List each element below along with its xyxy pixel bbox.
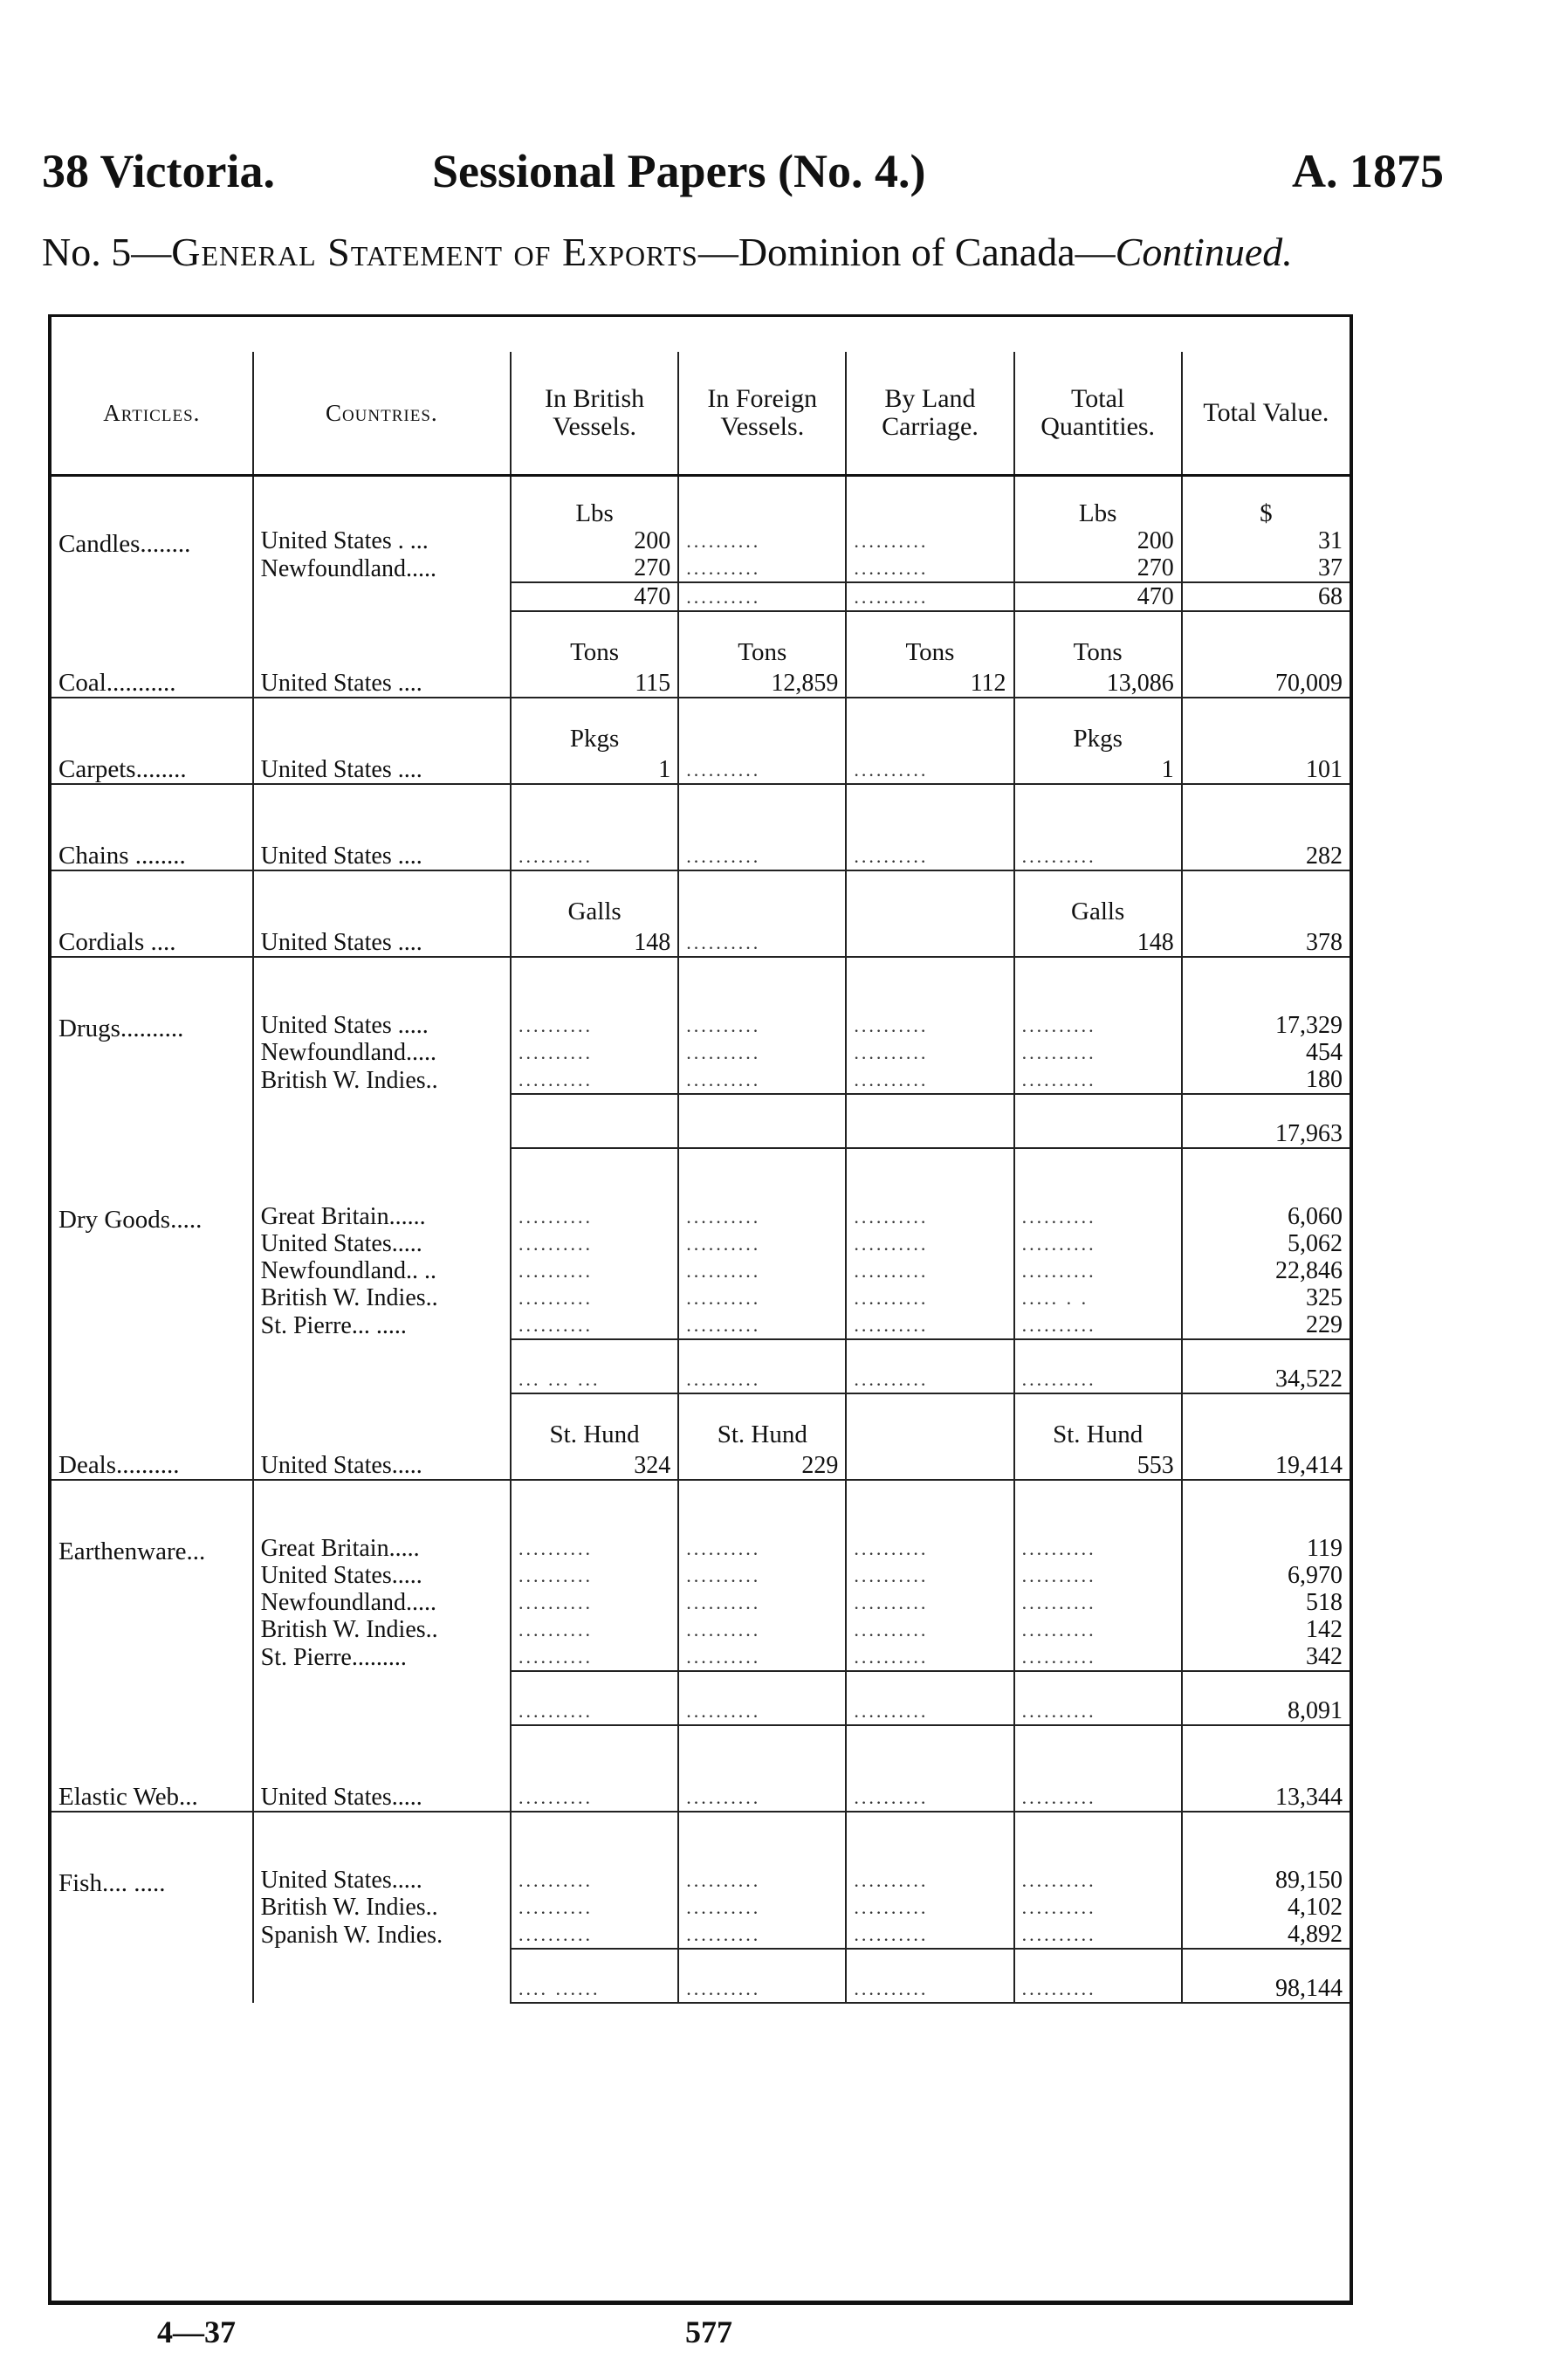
value-cell: 1 [511,753,678,784]
dot-leader: .......... [511,1230,678,1257]
total-cell: 8,091 [1182,1671,1350,1725]
dot-leader: .......... [1014,1535,1182,1562]
dot-leader: .......... [511,1012,678,1039]
unit-label: Lbs [1014,476,1182,528]
dot-leader: .......... [1014,1012,1182,1039]
country-cell: Newfoundland.. .. [253,1257,511,1284]
country-cell: United States .... [253,753,511,784]
unit-label: Tons [678,611,846,666]
col-articles: Articles. [52,352,253,476]
dot-leader: .......... [846,1867,1013,1894]
value-cell: 70,009 [1182,666,1350,698]
col-countries: Countries. [253,352,511,476]
value-cell: 378 [1182,925,1350,957]
subtitle-middle: —Dominion of Canada— [697,230,1116,274]
table-row [52,784,1350,839]
total-cell: 34,522 [1182,1339,1350,1393]
table-row [52,1203,1350,1230]
value-cell: 229 [678,1448,846,1480]
dot-leader: .......... [1014,1311,1182,1339]
page-number: 577 [685,2315,732,2349]
dot-leader: .......... [846,1780,1013,1812]
dot-leader: .......... [678,1230,846,1257]
dot-leader: .......... [511,1921,678,1949]
value-cell: 31 [1182,527,1350,554]
dot-leader: .......... [678,1780,846,1812]
article-carpets: Carpets........ [52,753,253,784]
table-row-total [52,1094,1350,1148]
dot-leader: .......... [1014,1066,1182,1094]
header-right: A. 1875 [1292,145,1444,197]
table-row [52,666,1350,698]
dot-leader: .......... [846,1921,1013,1949]
country-cell: United States..... [253,1780,511,1812]
dot-leader: .......... [846,1039,1013,1066]
table-row [52,1725,1350,1780]
dot-leader: .......... [846,582,1013,611]
dot-leader: .......... [1014,1867,1182,1894]
dot-leader: .......... [511,1535,678,1562]
value-cell: 101 [1182,753,1350,784]
dot-leader: .......... [1014,1671,1182,1725]
country-cell: United States..... [253,1562,511,1589]
unit-label: St. Hund [678,1393,846,1448]
country-cell: St. Pierre... ..... [253,1311,511,1339]
dot-leader: .......... [1014,1257,1182,1284]
value-cell: 270 [511,554,678,582]
article-coal: Coal........... [52,666,253,698]
dot-leader: .......... [511,1616,678,1643]
value-cell: 454 [1182,1039,1350,1066]
dot-leader: .......... [511,1894,678,1921]
unit-label: Pkgs [511,698,678,753]
dot-leader: ... ... ... [511,1339,678,1393]
header-left: 38 Victoria. [42,145,275,197]
dot-leader: .......... [846,1589,1013,1616]
unit-label: Tons [511,611,678,666]
country-cell: United States . ... [253,527,511,554]
table-row [52,925,1350,957]
country-cell: United States .... [253,925,511,957]
value-cell: 270 [1014,554,1182,582]
dot-leader: .......... [511,1203,678,1230]
value-cell: 5,062 [1182,1230,1350,1257]
value-cell: 13,344 [1182,1780,1350,1812]
col-british: In British Vessels. [511,352,678,476]
table-row [52,1448,1350,1480]
country-cell: Newfoundland..... [253,1589,511,1616]
dot-leader: .......... [678,1671,846,1725]
dot-leader: .......... [1014,1230,1182,1257]
dot-leader: .......... [678,1284,846,1311]
dot-leader: .......... [1014,1643,1182,1671]
dot-leader: .......... [846,1949,1013,2003]
dot-leader: .......... [511,1039,678,1066]
dot-leader: .......... [1014,1203,1182,1230]
dot-leader: .......... [846,1562,1013,1589]
country-cell: United States..... [253,1867,511,1894]
value-cell: 324 [511,1448,678,1480]
article-chains: Chains ........ [52,839,253,870]
dot-leader: .......... [511,839,678,870]
dot-leader: .......... [1014,1339,1182,1393]
country-cell: Great Britain...... [253,1203,511,1230]
exports-table-frame [48,314,1353,2305]
dot-leader: .......... [678,1039,846,1066]
dot-leader: .......... [678,554,846,582]
dot-leader: .......... [678,1257,846,1284]
value-cell: 19,414 [1182,1448,1350,1480]
dot-leader: .......... [846,1284,1013,1311]
dot-leader: .......... [1014,1780,1182,1812]
unit-label: Tons [1014,611,1182,666]
article-deals: Deals.......... [52,1448,253,1480]
table-row [52,1535,1350,1562]
dot-leader: .......... [678,1311,846,1339]
col-foreign: In Foreign Vessels. [678,352,846,476]
table-header-row [52,352,1350,476]
value-cell: 229 [1182,1311,1350,1339]
article-drugs: Drugs.......... [52,1012,253,1094]
dot-leader: .......... [678,1203,846,1230]
unit-label: $ [1182,476,1350,528]
exports-table [52,352,1350,2004]
dot-leader: .......... [846,1616,1013,1643]
dot-leader: .......... [511,1780,678,1812]
dot-leader: .......... [1014,1616,1182,1643]
dot-leader: .......... [1014,1949,1182,2003]
table-row [52,1480,1350,1535]
country-cell: British W. Indies.. [253,1066,511,1094]
unit-label: Galls [511,870,678,925]
table-row [52,476,1350,528]
value-cell: 282 [1182,839,1350,870]
dot-leader: .......... [678,1535,846,1562]
dot-leader: .......... [846,1671,1013,1725]
article-elastic-web: Elastic Web... [52,1780,253,1812]
country-cell: Newfoundland..... [253,554,511,582]
value-cell: 325 [1182,1284,1350,1311]
unit-label: Lbs [511,476,678,528]
dot-leader: .......... [846,1339,1013,1393]
dot-leader: .......... [1014,1562,1182,1589]
dot-leader: .......... [1014,1921,1182,1949]
table-row-total [52,1671,1350,1725]
value-cell: 4,892 [1182,1921,1350,1949]
total-cell: 68 [1182,582,1350,611]
value-cell: 342 [1182,1643,1350,1671]
dot-leader: .......... [678,1894,846,1921]
dot-leader: .......... [846,1311,1013,1339]
dot-leader: .......... [678,1589,846,1616]
dot-leader: .......... [1014,839,1182,870]
table-row [52,698,1350,753]
dot-leader: .......... [678,1867,846,1894]
subtitle-number: No. 5— [42,230,172,274]
dot-leader: .......... [511,1257,678,1284]
dot-leader: .......... [846,1012,1013,1039]
country-cell: Spanish W. Indies. [253,1921,511,1949]
value-cell: 200 [511,527,678,554]
dot-leader: .......... [678,1562,846,1589]
dot-leader: .......... [511,1867,678,1894]
dot-leader: .......... [678,582,846,611]
dot-leader: .......... [846,527,1013,554]
dot-leader: .......... [678,1066,846,1094]
unit-label: St. Hund [511,1393,678,1448]
article-candles: Candles........ [52,527,253,582]
dot-leader: ..... . . [1014,1284,1182,1311]
unit-label: Pkgs [1014,698,1182,753]
table-row [52,753,1350,784]
dot-leader: .......... [1014,1039,1182,1066]
value-cell: 200 [1014,527,1182,554]
country-cell: British W. Indies.. [253,1284,511,1311]
subtitle-continued: Continued. [1115,230,1293,274]
value-cell: 180 [1182,1066,1350,1094]
dot-leader: .......... [846,1535,1013,1562]
total-cell: 17,963 [1182,1094,1350,1148]
dot-leader: .......... [511,1284,678,1311]
dot-leader: .......... [678,1616,846,1643]
country-cell: British W. Indies.. [253,1616,511,1643]
dot-leader: .......... [511,1671,678,1725]
value-cell: 12,859 [678,666,846,698]
table-subtitle [42,229,1351,275]
table-row [52,1867,1350,1894]
value-cell: 142 [1182,1616,1350,1643]
table-row [52,527,1350,554]
dot-leader: .......... [678,1921,846,1949]
col-total-qty: Total Quantities. [1014,352,1182,476]
dot-leader: .......... [678,1012,846,1039]
table-row [52,1148,1350,1203]
table-row-total [52,582,1350,611]
country-cell: United States .... [253,666,511,698]
country-cell: British W. Indies.. [253,1894,511,1921]
dot-leader: .......... [846,839,1013,870]
country-cell: United States .... [253,839,511,870]
article-dry-goods: Dry Goods..... [52,1203,253,1339]
page-header [0,144,1559,214]
value-cell: 6,060 [1182,1203,1350,1230]
dot-leader: .......... [846,1257,1013,1284]
dot-leader: .......... [846,1203,1013,1230]
dot-leader: .......... [846,554,1013,582]
article-earthenware: Earthenware... [52,1535,253,1671]
unit-label: Tons [846,611,1013,666]
table-row [52,611,1350,666]
country-cell: St. Pierre......... [253,1643,511,1671]
unit-label: St. Hund [1014,1393,1182,1448]
table-row-total [52,1339,1350,1393]
value-cell: 119 [1182,1535,1350,1562]
value-cell: 6,970 [1182,1562,1350,1589]
dot-leader: .......... [511,1643,678,1671]
unit-label: Galls [1014,870,1182,925]
total-cell: 98,144 [1182,1949,1350,2003]
value-cell: 17,329 [1182,1012,1350,1039]
dot-leader: .......... [678,839,846,870]
value-cell: 1 [1014,753,1182,784]
dot-leader: .......... [511,1589,678,1616]
country-cell: United States..... [253,1230,511,1257]
value-cell: 89,150 [1182,1867,1350,1894]
total-cell: 470 [511,582,678,611]
dot-leader: .......... [846,1894,1013,1921]
col-land: By Land Carriage. [846,352,1013,476]
dot-leader: .......... [511,1066,678,1094]
country-cell: Great Britain..... [253,1535,511,1562]
table-row [52,1780,1350,1812]
article-cordials: Cordials .... [52,925,253,957]
total-cell: 470 [1014,582,1182,611]
dot-leader: .......... [511,1562,678,1589]
table-row [52,1393,1350,1448]
dot-leader: .......... [846,753,1013,784]
value-cell: 553 [1014,1448,1182,1480]
value-cell: 518 [1182,1589,1350,1616]
dot-leader: .......... [1014,1589,1182,1616]
dot-leader: .......... [846,1643,1013,1671]
dot-leader: .......... [511,1311,678,1339]
value-cell: 22,846 [1182,1257,1350,1284]
value-cell: 4,102 [1182,1894,1350,1921]
value-cell: 112 [846,666,1013,698]
header-center: Sessional Papers (No. 4.) [432,145,926,197]
value-cell: 13,086 [1014,666,1182,698]
dot-leader: .......... [678,527,846,554]
table-row-total [52,1949,1350,2003]
dot-leader: .......... [1014,1894,1182,1921]
table-row [52,1012,1350,1039]
country-cell: United States ..... [253,1012,511,1039]
table-row [52,839,1350,870]
table-row [52,870,1350,925]
value-cell: 115 [511,666,678,698]
value-cell: 148 [511,925,678,957]
value-cell: 148 [1014,925,1182,957]
dot-leader: .... ...... [511,1949,678,2003]
subtitle-title: General Statement of Exports [171,230,698,274]
dot-leader: .......... [678,1339,846,1393]
value-cell: 37 [1182,554,1350,582]
article-fish: Fish.... ..... [52,1867,253,1949]
dot-leader: .......... [678,753,846,784]
footer-left: 4—37 [157,2315,236,2349]
country-cell: United States..... [253,1448,511,1480]
table-row [52,1812,1350,1867]
dot-leader: .......... [678,925,846,957]
dot-leader: .......... [678,1949,846,2003]
col-total-value: Total Value. [1182,352,1350,476]
dot-leader: .......... [678,1643,846,1671]
dot-leader [846,925,1013,957]
dot-leader: .......... [846,1230,1013,1257]
country-cell: Newfoundland..... [253,1039,511,1066]
dot-leader: .......... [846,1066,1013,1094]
table-row [52,957,1350,1012]
